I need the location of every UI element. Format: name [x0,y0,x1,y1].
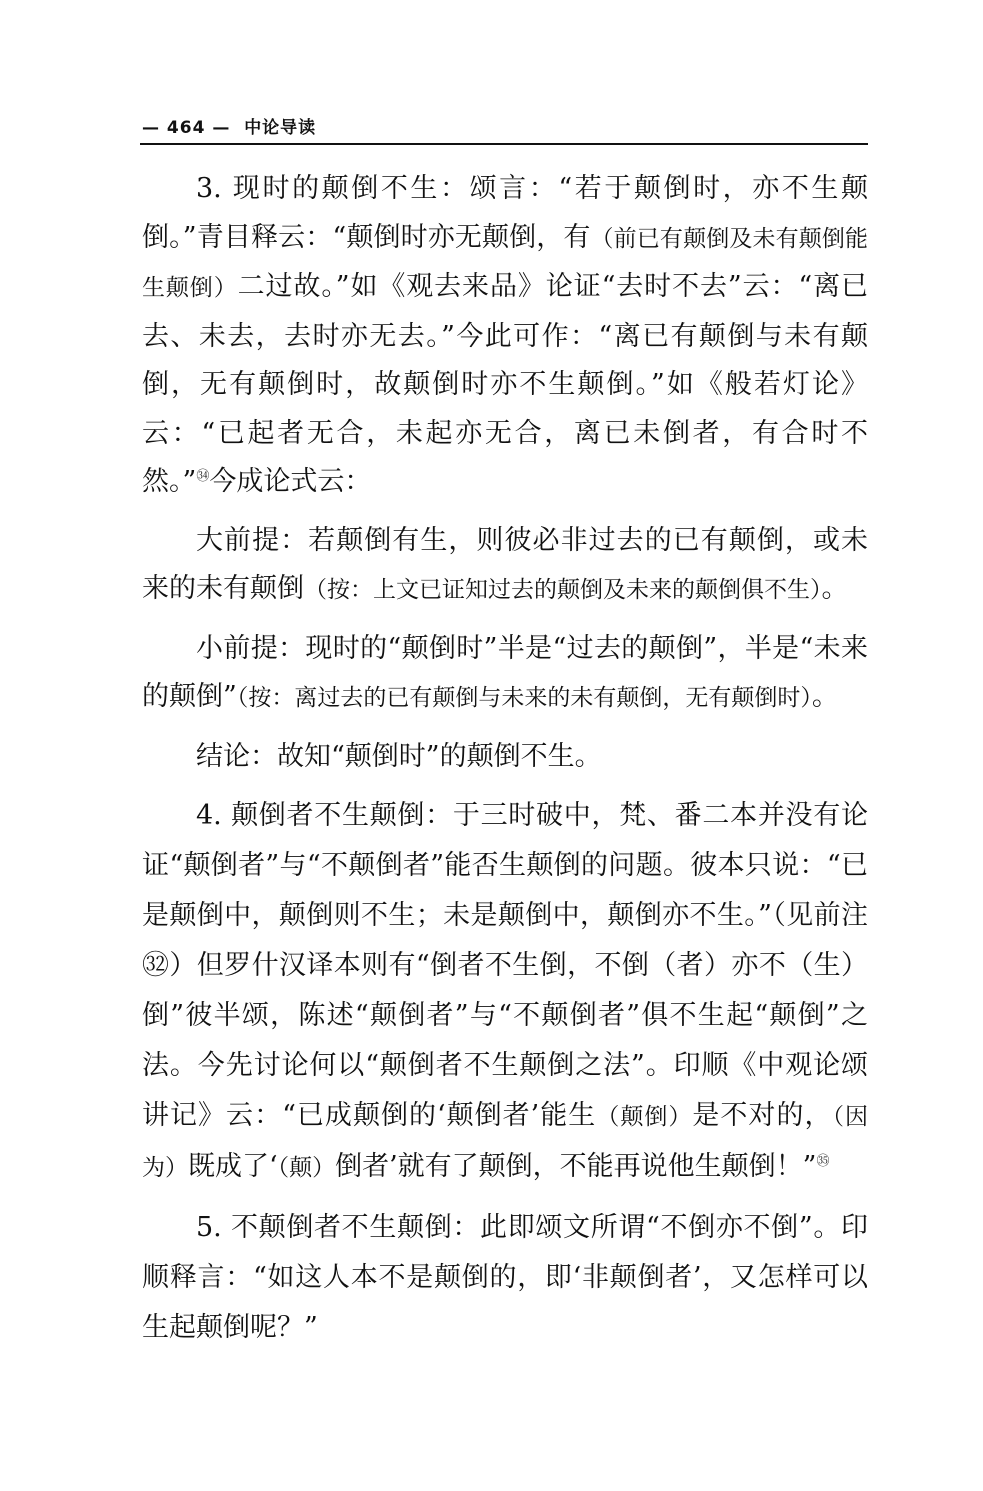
annotation: （颠） [277,1155,336,1181]
text-run: 。 [821,573,849,604]
footnote-ref: ㉞ [196,469,210,484]
text-run: 小前提：现时的“颠倒时”半是“过去的颠倒”，半是“未来的颠倒” [142,632,868,712]
paragraph-inverted-one [142,791,868,1193]
header-rule [140,143,868,145]
paragraph-non-inverted-one: 5. 不颠倒者不生颠倒：此即颂文所谓“不倒亦不倒”。印顺释言：“如这人本不是颠倒的，即‘非颠倒者’，又怎样可以生起颠倒呢？” [142,1212,868,1343]
paragraph-present-inversion [142,165,868,507]
text-run: 既成了‘ [188,1151,278,1182]
paragraph-minor-premise [142,625,868,723]
annotation: （前已有颠倒及未有颠倒能生颠倒） [142,225,869,301]
paragraph-major-premise [142,517,868,615]
text-run: 是不对的， [692,1100,833,1131]
running-header: — 464 — 中论导读 [142,118,317,138]
text-run: 4. 颠倒者不生颠倒：于三时破中，梵、番二本并没有论证“颠倒者”与“不颠倒者”能否生颠倒的问题。彼本只说：“已是颠倒中，颠倒则不生；未是颠倒中，颠倒亦不生。”（见前注㉜）但罗什汉译本则有“倒者不生倒，不倒（者）亦不（生）倒”彼半颂，陈述“颠倒者”与“不颠倒者”俱不生起“颠倒”之法。今先讨论何以“颠倒者不生颠倒之法”。印顺《中观论颂讲记》云：“已成颠倒的‘颠倒者’能生 [142,800,868,1131]
book-title: 中论导读 [244,118,317,138]
page-body [142,165,868,1353]
text-run: 大前提：若颠倒有生，则彼必非过去的已有颠倒，或未来的未有颠倒 [142,524,868,604]
annotation: （因为） [142,1104,869,1181]
page-number: 464 [166,118,206,138]
footnote-ref: ㉟ [816,1154,830,1169]
annotation: （颠倒） [596,1104,693,1130]
paragraph-conclusion: 结论：故知“颠倒时”的颠倒不生。 [196,740,602,772]
text-run: 今成论式云： [209,466,372,497]
annotation: （按：离过去的已有颠倒与未来的未有颠倒，无有颠倒时） [236,685,812,711]
annotation: （按：上文已证知过去的颠倒及未来的颠倒俱不生） [304,577,822,603]
text-run: 倒者’就有了颠倒，不能再说他生颠倒！” [335,1151,817,1182]
text-run: 。 [811,681,839,712]
text-run: 3. 现时的颠倒不生：颂言：“若于颠倒时，亦不生颠倒。”青目释云：“颠倒时亦无颠倒，有 [142,173,868,253]
text-run: 二过故。”如《观去来品》论证“去时不去”云：“离已去、未去，去时亦无去。”今此可作：“离已有颠倒与未有颠倒，无有颠倒时，故颠倒时亦不生颠倒。”如《般若灯论》云：“已起者无合，未起亦无合，离已未倒者，有合时不然。” [142,271,869,497]
